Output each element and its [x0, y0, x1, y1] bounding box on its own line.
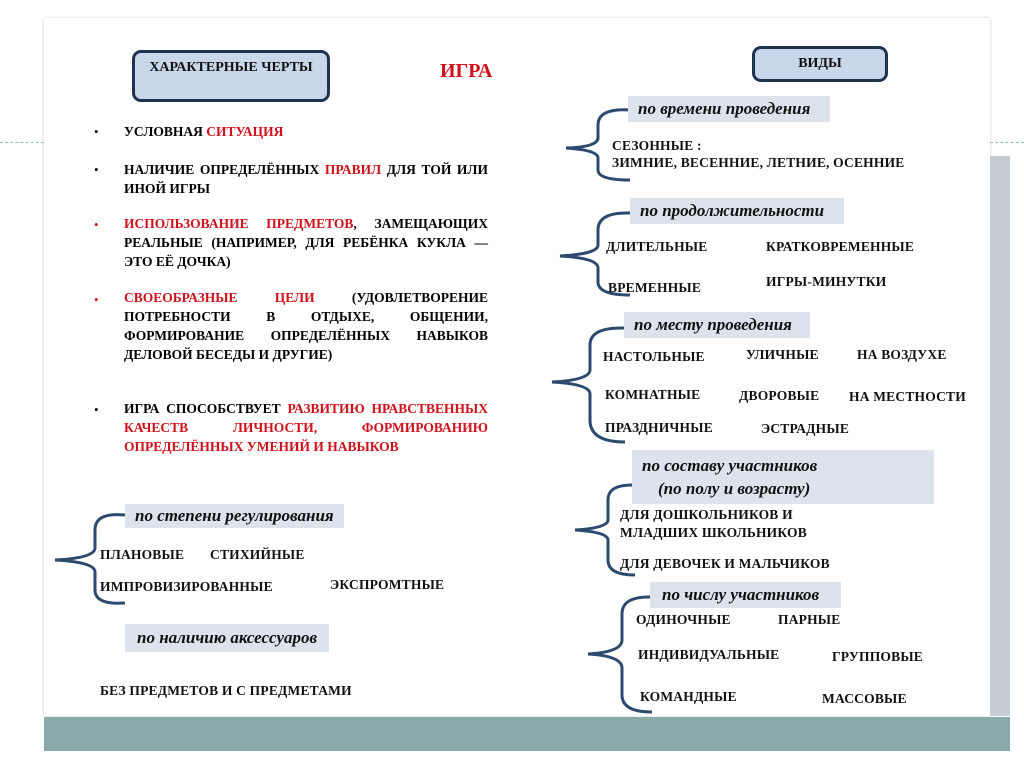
type-item: ПЛАНОВЫЕ — [100, 547, 185, 562]
bullet: • — [94, 402, 99, 417]
type-item: МАССОВЫЕ — [822, 691, 907, 706]
bullet: • — [94, 162, 99, 177]
type-item: СЕЗОННЫЕ : — [612, 138, 702, 153]
type-item: ЗИМНИЕ, ВЕСЕННИЕ, ЛЕТНИЕ, ОСЕННИЕ — [612, 155, 905, 170]
type-item: ДВОРОВЫЕ — [739, 388, 820, 403]
group-header-time: по времени проведения — [628, 96, 830, 122]
type-item: МЛАДШИХ ШКОЛЬНИКОВ — [620, 525, 807, 540]
type-item: УЛИЧНЫЕ — [746, 347, 819, 362]
feature-item: ИСПОЛЬЗОВАНИЕ ПРЕДМЕТОВ, ЗАМЕЩАЮЩИХ РЕАЛЬНЫЕ (НАПРИМЕР, ДЛЯ РЕБЁНКА КУКЛА — ЭТО ЕЁ ДОЧКА) — [124, 216, 488, 269]
type-item: ОДИНОЧНЫЕ — [636, 612, 731, 627]
feature-item: НАЛИЧИЕ ОПРЕДЕЛЁННЫХ ПРАВИЛ ДЛЯ ТОЙ ИЛИ ИНОЙ ИГРЫ — [124, 162, 488, 196]
type-item: КОМАНДНЫЕ — [640, 689, 737, 704]
type-item: КРАТКОВРЕМЕННЫЕ — [766, 239, 915, 254]
bullet: • — [94, 217, 99, 232]
group-header-place: по месту проведения — [624, 312, 810, 338]
group-header-regulation: по степени регулирования — [125, 504, 344, 528]
composition-header-line: (по полу и возрасту) — [658, 479, 811, 498]
group-header-accessories: по наличию аксессуаров — [125, 624, 329, 652]
type-item: БЕЗ ПРЕДМЕТОВ И С ПРЕДМЕТАМИ — [100, 683, 352, 698]
features-box-label: ХАРАКТЕРНЫЕ ЧЕРТЫ — [149, 60, 313, 75]
bullet: • — [94, 292, 99, 307]
feature-item: ИГРА СПОСОБСТВУЕТ РАЗВИТИЮ НРАВСТВЕННЫХ КАЧЕСТВ ЛИЧНОСТИ, ФОРМИРОВАНИЮ ОПРЕДЕЛЁННЫХ УМЕНИЙ И НАВЫКОВ — [124, 401, 488, 454]
type-item: НА МЕСТНОСТИ — [849, 389, 966, 404]
type-item: ИГРЫ-МИНУТКИ — [766, 274, 887, 289]
type-item: ГРУППОВЫЕ — [832, 649, 923, 664]
type-item: НАСТОЛЬНЫЕ — [603, 349, 705, 364]
type-item: ЭСТРАДНЫЕ — [761, 421, 850, 436]
type-item: ИНДИВИДУАЛЬНЫЕ — [638, 647, 780, 662]
type-item: ДЛЯ ДОШКОЛЬНИКОВ И — [620, 507, 793, 522]
type-item: ДЛИТЕЛЬНЫЕ — [606, 239, 708, 254]
types-box: ВИДЫ — [752, 46, 888, 82]
group-header-duration: по продолжительности — [630, 198, 844, 224]
type-item: СТИХИЙНЫЕ — [210, 547, 305, 562]
type-item: ИМПРОВИЗИРОВАННЫЕ — [100, 579, 273, 594]
type-item: ПАРНЫЕ — [778, 612, 841, 627]
type-item: ЭКСПРОМТНЫЕ — [330, 577, 445, 592]
bullet: • — [94, 124, 99, 139]
type-item: ДЛЯ ДЕВОЧЕК И МАЛЬЧИКОВ — [620, 556, 830, 571]
group-header-count: по числу участников — [650, 582, 841, 608]
page-title: ИГРА — [440, 60, 493, 82]
type-item: НА ВОЗДУХЕ — [857, 347, 947, 362]
feature-item: СВОЕОБРАЗНЫЕ ЦЕЛИ (УДОВЛЕТВОРЕНИЕ ПОТРЕБНОСТИ В ОТДЫХЕ, ОБЩЕНИИ, ФОРМИРОВАНИЕ ОПРЕДЕЛЁННЫХ НАВЫКОВ ДЕЛОВОЙ БЕСЕДЫ И ДРУГИЕ) — [124, 290, 488, 362]
type-item: КОМНАТНЫЕ — [605, 387, 701, 402]
type-item: ПРАЗДНИЧНЫЕ — [605, 420, 713, 435]
group-header-composition — [632, 450, 934, 504]
composition-header-line: по составу участников — [642, 456, 818, 475]
feature-item: УСЛОВНАЯ СИТУАЦИЯ — [124, 124, 284, 139]
type-item: ВРЕМЕННЫЕ — [608, 280, 702, 295]
